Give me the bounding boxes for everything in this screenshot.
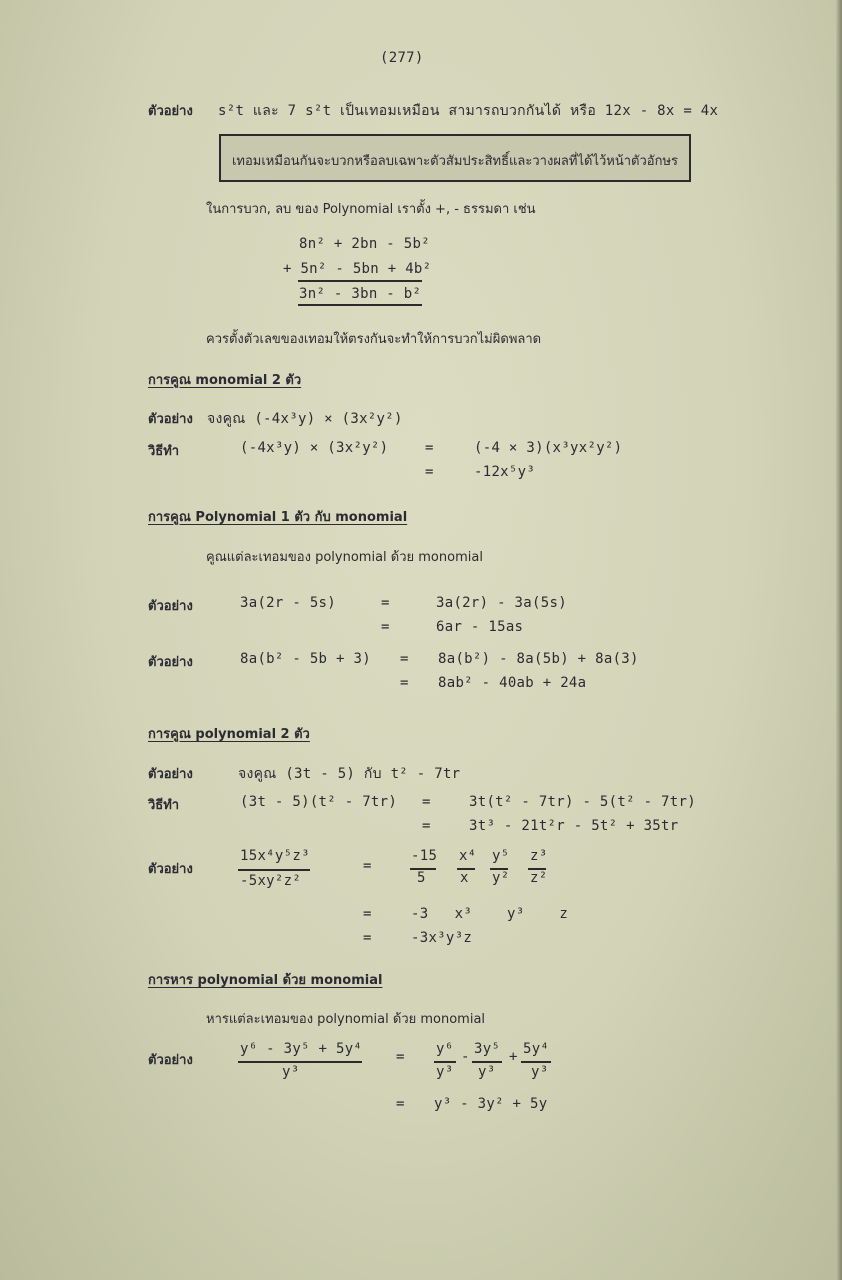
- example-label: ตัวอย่าง: [148, 599, 193, 614]
- fraction-denominator: -5xy²z²: [240, 873, 302, 889]
- equals-sign: =: [422, 818, 431, 834]
- term-2-denominator: y³: [478, 1064, 496, 1080]
- division-result: y³ - 3y² + 5y: [434, 1096, 548, 1112]
- factor-4-denominator: z²: [530, 870, 548, 886]
- heading-polynomial-monomial: การคูณ Polynomial 1 ตัว กับ monomial: [148, 510, 408, 525]
- monomial-solution-result: -12x⁵y³: [474, 464, 536, 480]
- factor-1-denominator: 5: [417, 870, 426, 886]
- rule-box: [219, 134, 691, 182]
- polynomial-solution-result: 3t³ - 21t²r - 5t² + 35tr: [469, 818, 679, 834]
- minus-sign: -: [461, 1049, 470, 1065]
- addition-intro: ในการบวก, ลบ ของ Polynomial เราตั้ง +, - ธรรมดา เช่น: [206, 202, 536, 217]
- term-1-denominator: y³: [436, 1064, 454, 1080]
- fraction-bar: [238, 869, 310, 871]
- heading-polynomial-division: การหาร polynomial ด้วย monomial: [148, 973, 383, 988]
- factor-3-numerator: y⁵: [492, 848, 510, 864]
- example-1-left: 3a(2r - 5s): [240, 595, 337, 611]
- equals-sign: =: [396, 1049, 405, 1065]
- monomial-solution-step: (-4 × 3)(x³yx²y²): [474, 440, 623, 456]
- equals-sign: =: [422, 794, 431, 810]
- equals-sign: =: [396, 1096, 405, 1112]
- addition-rule-line: [298, 280, 422, 282]
- example-label: ตัวอย่าง: [148, 1053, 193, 1068]
- rule-box-text: เทอมเหมือนกันจะบวกหรือลบเฉพาะตัวสัมประสิทธิ์และวางผลที่ได้ไว้หน้าตัวอักษร: [231, 154, 679, 169]
- example-1-step: 3a(2r) - 3a(5s): [436, 595, 567, 611]
- addition-result: 3n² - 3bn - b²: [299, 286, 422, 302]
- like-terms-sentence: s²t และ 7 s²t เป็นเทอมเหมือน สามารถบวกกันได้ หรือ 12x - 8x = 4x: [218, 103, 719, 119]
- term-3-numerator: 5y⁴: [523, 1041, 550, 1057]
- page-number: (277): [380, 50, 424, 66]
- monomial-solution-left: (-4x³y) × (3x²y²): [240, 440, 389, 456]
- example-2-result: 8ab² - 40ab + 24a: [438, 675, 587, 691]
- polynomial-solution-step: 3t(t² - 7tr) - 5(t² - 7tr): [469, 794, 696, 810]
- term-1-bar: [434, 1061, 456, 1063]
- division-bar: [238, 1061, 362, 1063]
- polynomial-monomial-intro: คูณแต่ละเทอมของ polynomial ด้วย monomial: [206, 550, 483, 565]
- addition-row-1: 8n² + 2bn - 5b²: [299, 236, 430, 252]
- division-denominator: y³: [282, 1064, 300, 1080]
- addition-row-2: + 5n² - 5bn + 4b²: [283, 261, 432, 277]
- division-numerator: y⁶ - 3y⁵ + 5y⁴: [240, 1041, 363, 1057]
- addition-underline: [298, 304, 422, 306]
- polynomial-example: จงคูณ (3t - 5) กับ t² - 7tr: [238, 766, 461, 782]
- equals-sign: =: [400, 651, 409, 667]
- example-label: ตัวอย่าง: [148, 104, 193, 119]
- factor-3-denominator: y²: [492, 870, 510, 886]
- example-1-result: 6ar - 15as: [436, 619, 524, 635]
- example-label: ตัวอย่าง: [148, 412, 193, 427]
- monomial-example: จงคูณ (-4x³y) × (3x²y²): [207, 411, 403, 427]
- example-label: ตัวอย่าง: [148, 655, 193, 670]
- equals-sign: =: [400, 675, 409, 691]
- term-1-numerator: y⁶: [436, 1041, 454, 1057]
- factor-2-denominator: x: [460, 870, 469, 886]
- term-2-numerator: 3y⁵: [474, 1041, 501, 1057]
- term-2-bar: [472, 1061, 502, 1063]
- fraction-step: -3 x³ y³ z: [411, 906, 569, 922]
- heading-polynomial-polynomial: การคูณ polynomial 2 ตัว: [148, 727, 310, 742]
- factor-4-numerator: z³: [530, 848, 548, 864]
- heading-monomial-multiply: การคูณ monomial 2 ตัว: [148, 373, 302, 388]
- factor-1-numerator: -15: [411, 848, 438, 864]
- equals-sign: =: [381, 619, 390, 635]
- example-2-left: 8a(b² - 5b + 3): [240, 651, 371, 667]
- plus-sign: +: [509, 1049, 518, 1065]
- term-3-bar: [521, 1061, 551, 1063]
- fraction-result: -3x³y³z: [411, 930, 473, 946]
- polynomial-solution-left: (3t - 5)(t² - 7tr): [240, 794, 398, 810]
- page-edge-shadow: [836, 0, 842, 1280]
- equals-sign: =: [363, 858, 372, 874]
- example-2-step: 8a(b²) - 8a(5b) + 8a(3): [438, 651, 639, 667]
- equals-sign: =: [363, 906, 372, 922]
- equals-sign: =: [425, 464, 434, 480]
- equals-sign: =: [425, 440, 434, 456]
- addition-note: ควรตั้งตัวเลขของเทอมให้ตรงกันจะทำให้การบวกไม่ผิดพลาด: [206, 332, 542, 347]
- solution-label: วิธีทำ: [148, 798, 180, 813]
- example-label: ตัวอย่าง: [148, 862, 193, 877]
- solution-label: วิธีทำ: [148, 444, 180, 459]
- example-label: ตัวอย่าง: [148, 767, 193, 782]
- fraction-numerator: 15x⁴y⁵z³: [240, 848, 310, 864]
- equals-sign: =: [363, 930, 372, 946]
- division-intro: หารแต่ละเทอมของ polynomial ด้วย monomial: [206, 1012, 486, 1027]
- equals-sign: =: [381, 595, 390, 611]
- term-3-denominator: y³: [531, 1064, 549, 1080]
- factor-2-numerator: x⁴: [459, 848, 477, 864]
